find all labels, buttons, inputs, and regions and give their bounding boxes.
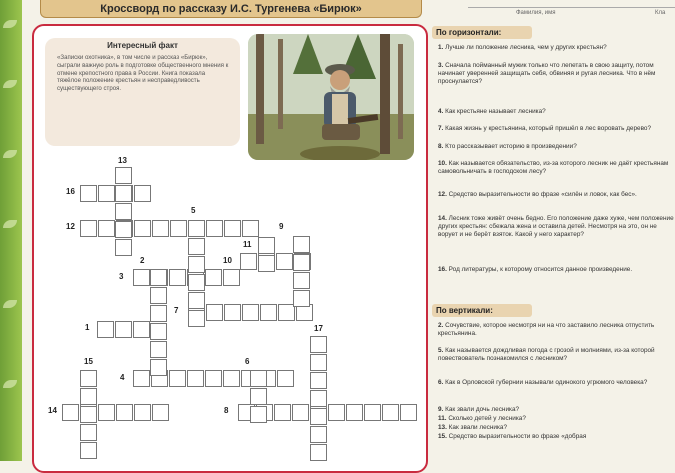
crossword-cell[interactable]	[150, 323, 167, 340]
crossword-cell[interactable]	[224, 220, 241, 237]
crossword-cell[interactable]	[97, 321, 114, 338]
crossword-cell[interactable]	[115, 203, 132, 220]
crossword-cell[interactable]	[310, 426, 327, 443]
clue-text: Как называется обязательство, из-за которого лесник не даёт крестьянам самовольничать в господском лесу?	[438, 160, 669, 175]
clue-text: Сначала пойманный мужик только что лепетать в свою защиту, потом начинает уверенней защищать себя, обвиняя и ругая лесника. Что в нём проснулается?	[438, 62, 656, 85]
crossword-cell[interactable]	[205, 370, 222, 387]
clue-number: 4.	[438, 108, 444, 115]
crossword-cell[interactable]	[242, 304, 259, 321]
clue-number: 2	[140, 256, 145, 265]
crossword-cell[interactable]	[152, 220, 169, 237]
crossword-cell[interactable]	[382, 404, 399, 421]
clue-text: Род литературы, к которому относится данное произведение.	[448, 266, 633, 273]
clue-text: Как звали лесника?	[448, 424, 508, 431]
clue-number: 10	[223, 256, 232, 265]
crossword-cell[interactable]	[240, 253, 257, 270]
crossword-cell[interactable]	[206, 220, 223, 237]
crossword-cell[interactable]	[80, 370, 97, 387]
crossword-cell[interactable]	[188, 274, 205, 291]
crossword-cell[interactable]	[80, 406, 97, 423]
clue-number: 10.	[438, 160, 447, 167]
clue-number: 16	[66, 187, 75, 196]
crossword-cell[interactable]	[115, 221, 132, 238]
crossword-cell[interactable]	[169, 370, 186, 387]
crossword-cell[interactable]	[188, 310, 205, 327]
crossword-cell[interactable]	[80, 424, 97, 441]
crossword-cell[interactable]	[274, 404, 291, 421]
crossword-cell[interactable]	[80, 220, 97, 237]
crossword-cell[interactable]	[223, 370, 240, 387]
horizontal-clue	[438, 266, 675, 274]
crossword-cell[interactable]	[188, 220, 205, 237]
crossword-cell[interactable]	[224, 304, 241, 321]
crossword-cell[interactable]	[250, 388, 267, 405]
vertical-clue	[438, 347, 675, 363]
clue-number: 1.	[438, 44, 444, 51]
crossword-cell[interactable]	[310, 444, 327, 461]
clue-text: Лучше ли положение лесника, чем у других крестьян?	[445, 44, 607, 51]
crossword-cell[interactable]	[188, 256, 205, 273]
clue-number: 9.	[438, 406, 444, 413]
crossword-cell[interactable]	[293, 272, 310, 289]
name-line	[468, 7, 675, 8]
crossword-cell[interactable]	[115, 167, 132, 184]
crossword-cell[interactable]	[188, 238, 205, 255]
crossword-cell[interactable]	[115, 185, 132, 202]
clue-number: 6.	[438, 379, 444, 386]
crossword-cell[interactable]	[364, 404, 381, 421]
clue-number: 11.	[438, 415, 447, 422]
crossword-cell[interactable]	[328, 404, 345, 421]
fact-text: «Записки охотника», в том числе и рассказ «Бирюк», сыграли важную роль в подготовке общественного мнения к отмене крепостного права в России. Книга показала тяжёлое положение крестьян и несправедливость существующего строя.	[57, 54, 229, 93]
vertical-clue	[438, 424, 675, 432]
crossword-cell[interactable]	[258, 255, 275, 272]
crossword-cell[interactable]	[310, 336, 327, 353]
clue-text: Сочувствие, которое несмотря ни на что заставило лесника отпустить крестьянина.	[438, 322, 655, 337]
horizontal-clue	[438, 125, 675, 133]
vertical-clue	[438, 406, 675, 414]
horizontal-heading: По горизонтали:	[432, 26, 532, 39]
crossword-cell[interactable]	[292, 404, 309, 421]
crossword-cell[interactable]	[310, 372, 327, 389]
crossword-cell[interactable]	[400, 404, 417, 421]
crossword-cell[interactable]	[133, 269, 150, 286]
crossword-cell[interactable]	[346, 404, 363, 421]
crossword-cell[interactable]	[169, 269, 186, 286]
crossword-cell[interactable]	[80, 185, 97, 202]
crossword-cell[interactable]	[98, 185, 115, 202]
clue-number: 2.	[438, 322, 444, 329]
clue-text: Как в Орловской губернии называли одинокого угрюмого человека?	[445, 379, 648, 386]
crossword-cell[interactable]	[152, 404, 169, 421]
crossword-cell[interactable]	[98, 404, 115, 421]
crossword-cell[interactable]	[260, 304, 277, 321]
fact-title: Интересный факт	[107, 41, 178, 50]
clue-text: Какая жизнь у крестьянина, который пришёл в лес воровать дерево?	[445, 125, 652, 132]
crossword-cell[interactable]	[277, 370, 294, 387]
crossword-cell[interactable]	[170, 220, 187, 237]
crossword-cell[interactable]	[310, 408, 327, 425]
clue-number: 6	[245, 357, 250, 366]
clue-text: Средство выразительности во фразе «силён и ловок, как бес».	[448, 191, 637, 198]
crossword-cell[interactable]	[98, 220, 115, 237]
crossword-cell[interactable]	[293, 290, 310, 307]
vertical-clue	[438, 379, 675, 387]
crossword-cell[interactable]	[150, 341, 167, 358]
horizontal-clue	[438, 143, 675, 151]
crossword-cell[interactable]	[150, 287, 167, 304]
clue-number: 3.	[438, 62, 444, 69]
clue-number: 5	[191, 206, 196, 215]
crossword-cell[interactable]	[133, 321, 150, 338]
clue-number: 12	[66, 222, 75, 231]
clue-number: 11	[243, 240, 252, 249]
crossword-cell[interactable]	[310, 354, 327, 371]
clue-text: Сколько детей у лесника?	[448, 415, 526, 422]
crossword-cell[interactable]	[242, 220, 259, 237]
clue-number: 12.	[438, 191, 447, 198]
horizontal-clue	[438, 215, 675, 239]
crossword-cell[interactable]	[134, 185, 151, 202]
vertical-clue	[438, 322, 675, 338]
clue-number: 13	[118, 156, 127, 165]
crossword-cell[interactable]	[116, 404, 133, 421]
crossword-cell[interactable]	[276, 253, 293, 270]
clue-number: 15.	[438, 433, 447, 440]
vertical-clue	[438, 433, 675, 441]
crossword-cell[interactable]	[134, 404, 151, 421]
page-title: Кроссворд по рассказу И.С. Тургенева «Бирюк»	[100, 2, 362, 15]
crossword-cell[interactable]	[150, 305, 167, 322]
crossword-cell[interactable]	[150, 359, 167, 376]
clue-number: 14.	[438, 215, 447, 222]
crossword-cell[interactable]	[223, 269, 240, 286]
clue-text: Лесник тоже живёт очень бедно. Его положение даже хуже, чем положение других крестьян: сбежала жена и оставила детей. Несмотря на это, он не ворует и не берёт взяток. Какой у него характер?	[438, 215, 674, 238]
clue-number: 9	[279, 222, 284, 231]
horizontal-clue	[438, 191, 675, 199]
clue-number: 5.	[438, 347, 444, 354]
clue-number: 13.	[438, 424, 447, 431]
clue-text: Как крестьяне называет лесника?	[445, 108, 546, 115]
horizontal-clue	[438, 108, 675, 116]
crossword-cell[interactable]	[310, 390, 327, 407]
crossword-cell[interactable]	[134, 220, 151, 237]
clue-number: 3	[119, 272, 124, 281]
crossword-cell[interactable]	[80, 442, 97, 459]
clue-number: 7	[174, 306, 179, 315]
clue-number: 7.	[438, 125, 444, 132]
clues-column	[428, 0, 675, 461]
clue-text: Как звали дочь лесника?	[445, 406, 520, 413]
crossword-cell[interactable]	[206, 304, 223, 321]
surname-label: Фамилия, имя	[516, 10, 556, 16]
horizontal-clue	[438, 160, 675, 176]
clue-text: Кто рассказывает историю в произведении?	[445, 143, 577, 150]
clue-number: 8.	[438, 143, 444, 150]
vertical-clue	[438, 415, 675, 423]
crossword-cell[interactable]	[80, 388, 97, 405]
crossword-cell[interactable]	[115, 321, 132, 338]
clue-number: 4	[120, 373, 125, 382]
crossword-cell[interactable]	[187, 370, 204, 387]
clue-text: Средство выразительности во фразе «добрая	[448, 433, 587, 440]
clue-number: 17	[314, 324, 323, 333]
class-label: Кла	[655, 10, 666, 16]
clue-number: 14	[48, 406, 57, 415]
crossword-cell[interactable]	[150, 269, 167, 286]
crossword-cell[interactable]	[293, 254, 310, 271]
crossword-cell[interactable]	[133, 370, 150, 387]
clue-number: 15	[84, 357, 93, 366]
clue-text: Как называется дождливая погода с грозой и молниями, из-за которой повествователь познакомился с лесником?	[438, 347, 655, 362]
crossword-cell[interactable]	[258, 237, 275, 254]
horizontal-clue	[438, 62, 675, 86]
clue-number: 1	[85, 323, 90, 332]
crossword-cell[interactable]	[293, 236, 310, 253]
crossword-cell[interactable]	[62, 404, 79, 421]
crossword-cell[interactable]	[205, 269, 222, 286]
clue-number: 8	[224, 406, 229, 415]
crossword-cell[interactable]	[250, 406, 267, 423]
clue-number: 16.	[438, 266, 447, 273]
crossword-cell[interactable]	[250, 370, 267, 387]
crossword-cell[interactable]	[115, 239, 132, 256]
vertical-heading: По вертикали:	[432, 304, 532, 317]
crossword-cell[interactable]	[188, 292, 205, 309]
horizontal-clue	[438, 44, 675, 52]
